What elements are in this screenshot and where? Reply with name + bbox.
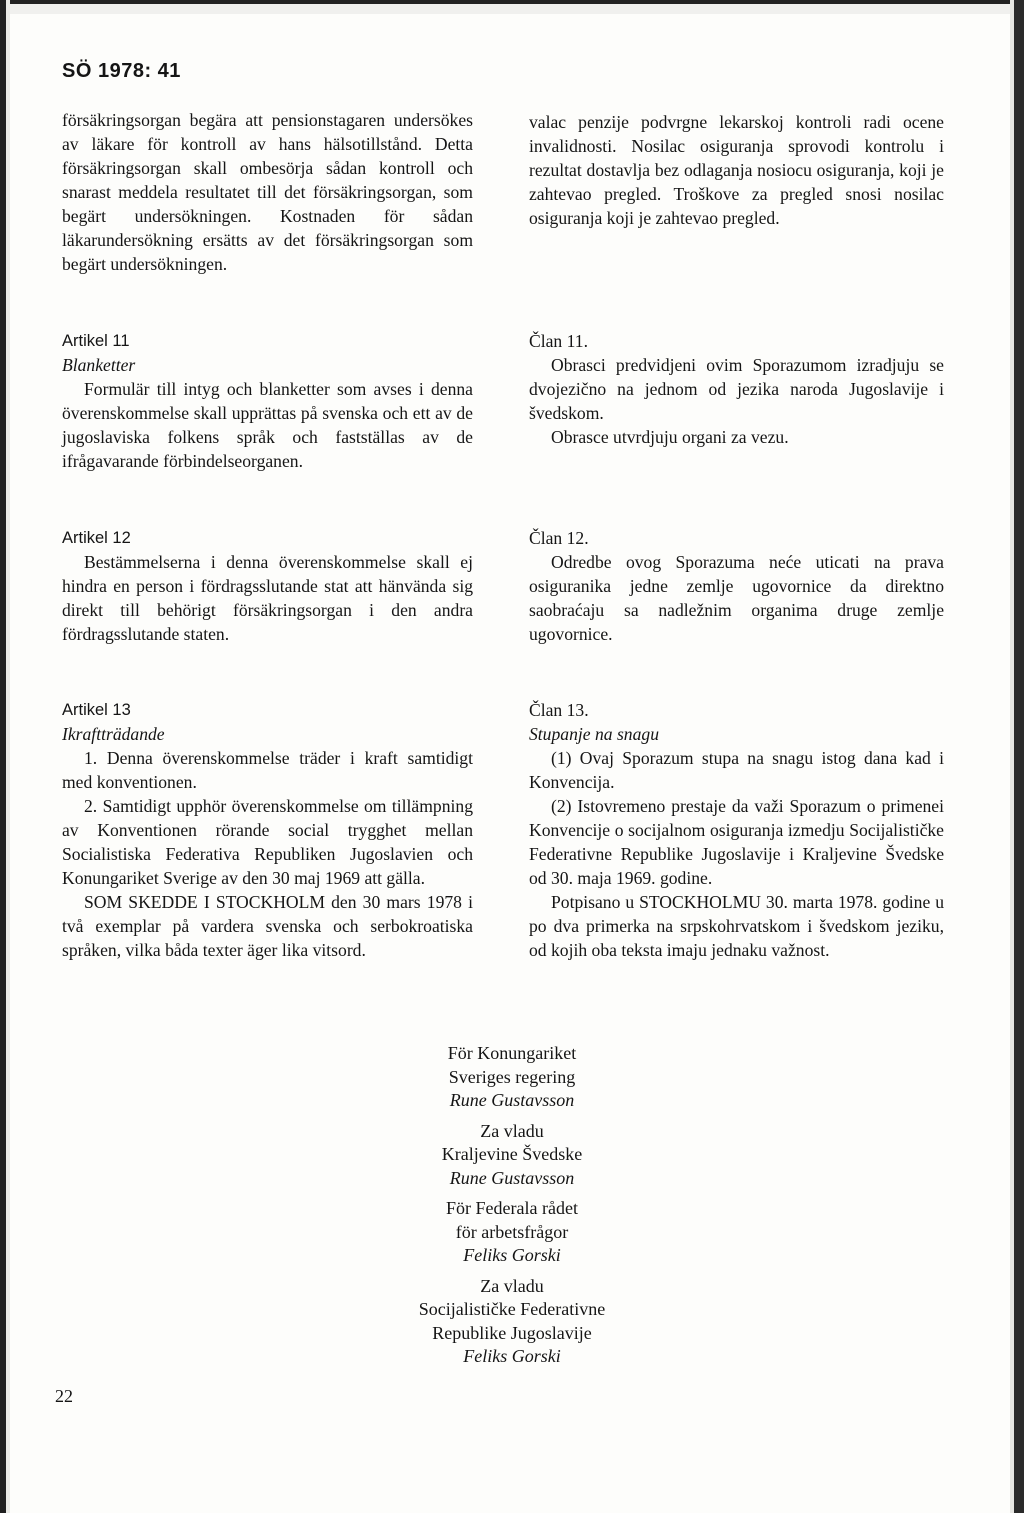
document-reference: SÖ 1978: 41 [62, 60, 181, 82]
article-heading: Član 13. [529, 700, 589, 720]
signatory-name: Feliks Gorski [463, 1346, 561, 1366]
article-paragraph: Obrasce utvrdjuju organi za vezu. [551, 427, 789, 447]
article-12 [62, 526, 473, 646]
article-paragraph: (1) Ovaj Sporazum stupa na snagu istog dana kad i Konvencija. [529, 748, 944, 792]
signature-party-line: Socijalističke Federativne [418, 1299, 606, 1319]
article-heading: Artikel 13 [62, 701, 131, 719]
article-paragraph: Obrasci predvidjeni ovim Sporazumom izradjuju se dvojezično na jednom od jezika naroda Jugoslavije i švedskom. [529, 355, 944, 423]
intro-section-swedish [62, 108, 473, 276]
intro-paragraph: valac penzije podvrgne lekarskoj kontroli radi ocene invalidnosti. Nosilac osiguranja sprovodi kontrolu i rezultat dostavlja bez odlaganja nosiocu osiguranja, koji je zahtevao pregled. Troškove za pregled snosi nosilac osiguranja koji je zahtevao pregled. [529, 112, 944, 228]
article-subtitle: Stupanje na snagu [529, 724, 659, 744]
page-number: 22 [55, 1386, 73, 1406]
signatory-name: Feliks Gorski [463, 1245, 561, 1265]
article-subtitle: Ikraftträdande [62, 724, 165, 744]
signature-party-line: Kraljevine Švedske [441, 1144, 583, 1164]
signature-party-line: Za vladu [480, 1275, 544, 1296]
article-heading: Artikel 11 [62, 332, 130, 350]
signature-block [0, 1042, 1024, 1376]
article-subtitle: Blanketter [62, 355, 136, 375]
clan-12 [529, 526, 944, 646]
signature-yugoslavia-sv [0, 1197, 1024, 1268]
signature-yugoslavia-sc [0, 1275, 1024, 1369]
article-11 [62, 329, 473, 473]
signature-party-line: Za vladu [480, 1120, 544, 1141]
article-heading: Član 11. [529, 331, 588, 351]
signature-sweden-sv [0, 1042, 1024, 1113]
article-paragraph: Odredbe ovog Sporazuma neće uticati na prava osiguranika jedne zemlje ugovornice da direktno saobraćaju sa nadležnim organima druge zemlje ugovornice. [529, 552, 944, 644]
article-heading: Član 12. [529, 528, 589, 548]
signature-party-line: För Federala rådet [446, 1198, 578, 1218]
article-paragraph: 1. Denna överenskommelse träder i kraft samtidigt med konventionen. [62, 748, 473, 792]
article-paragraph: Formulär till intyg och blanketter som avses i denna överenskommelse skall upprättas på svenska och ett av de jugoslaviska folkens språk och fastställas av de ifrågavarande förbindelseorganen. [62, 379, 473, 471]
article-13 [62, 698, 473, 962]
intro-paragraph: försäkringsorgan begära att pensionstagaren undersökes av läkare för kontroll av hans hälsotillstånd. Detta försäkringsorgan skall ombesörja sådan kontroll och snarast meddela resultatet till det försäkringsorgan, som begärt undersökningen. Kostnaden för sådan läkarundersökning ersätts av det försäkringsorgan som begärt undersökningen. [62, 110, 473, 274]
intro-section-serbocroatian [529, 110, 944, 230]
article-heading: Artikel 12 [62, 529, 131, 547]
signatory-name: Rune Gustavsson [449, 1167, 575, 1188]
signatory-name: Rune Gustavsson [449, 1090, 575, 1110]
signature-party-line: Sveriges regering [448, 1066, 576, 1087]
article-paragraph: (2) Istovremeno prestaje da važi Sporazum o primenei Konvencije o socijalnom osiguranja izmedju Socijalističke Federativne Republike Jugoslavije i Kraljevine Švedske od 30. maja 1969. godine. [529, 796, 944, 888]
clan-11 [529, 329, 944, 449]
signature-party-line: för arbetsfrågor [455, 1221, 569, 1242]
article-paragraph: Potpisano u STOCKHOLMU 30. marta 1978. godine u po dva primerka na srpskohrvatskom i švedskom jeziku, od kojih oba teksta imaju jednaku važnost. [529, 892, 944, 960]
signature-party-line: Republike Jugoslavije [432, 1322, 592, 1343]
signature-sweden-sc [0, 1120, 1024, 1191]
scan-border-top [0, 0, 1024, 14]
article-paragraph: Bestämmelserna i denna överenskommelse skall ej hindra en person i fördragsslutande stat att hänvända sig direkt till behörigt försäkringsorgan i den andra fördragsslutande staten. [62, 552, 473, 644]
signature-party-line: För Konungariket [447, 1043, 577, 1063]
article-paragraph: 2. Samtidigt upphör överenskommelse om tillämpning av Konventionen rörande social trygghet mellan Socialistiska Federativa Republiken Jugoslavien och Konungariket Sverige av den 30 maj 1969 att gälla. [62, 796, 473, 888]
clan-13 [529, 698, 944, 962]
article-paragraph: SOM SKEDDE I STOCKHOLM den 30 mars 1978 i två exemplar på vardera svenska och serbokroatiska språken, vilka båda texter äger lika vitsord. [62, 892, 473, 960]
